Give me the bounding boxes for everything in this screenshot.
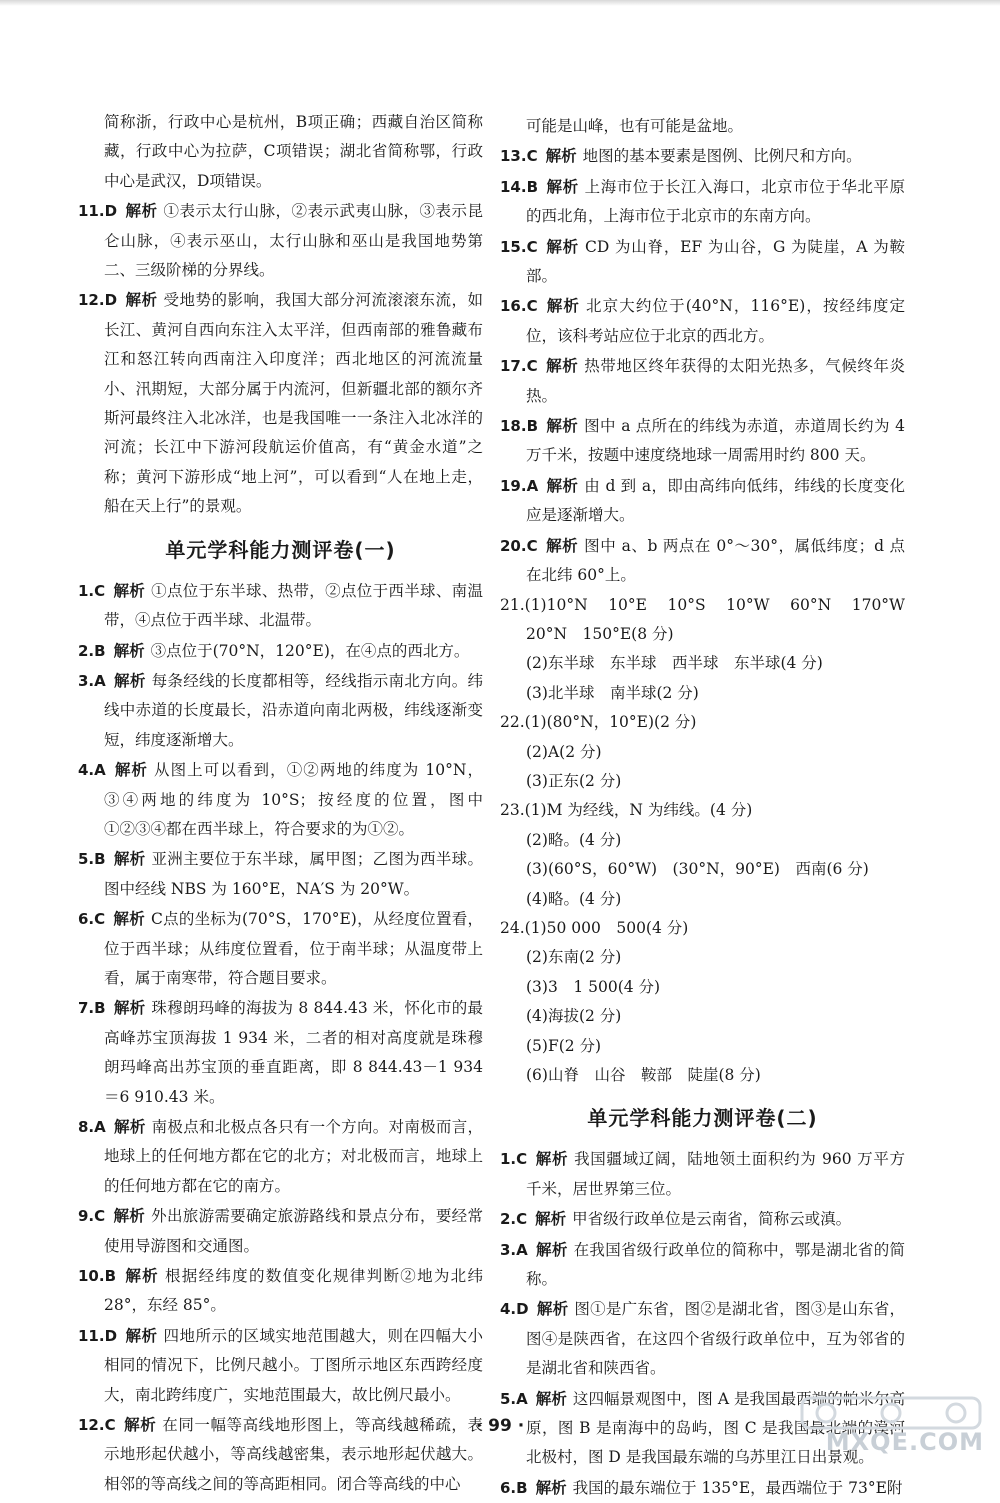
analysis-text: 这四幅景观图中，图 A 是我国最西端的帕米尔高原，图 B 是南海中的岛屿，图 C 是我国最北端的漠河北极村，图 D 是我国最东端的乌苏里江日出景观。 (526, 1389, 905, 1467)
answer-number: 17.C (500, 357, 538, 376)
answer-item (500, 232, 905, 292)
analysis-text: 图①是广东省，图②是湖北省，图③是山东省，图④是陕西省，在这四个省级行政单位中，互为邻省的是湖北省和陕西省。 (526, 1300, 905, 1378)
analysis-text: 上海市位于长江入海口，北京市位于华北平原的西北角，上海市位于北京市的东南方向。 (526, 177, 905, 226)
answer-number: 10.B (78, 1267, 117, 1286)
answer-number: 19.A (500, 476, 539, 495)
analysis-text: 由 d 到 a，即由高纬向低纬，纬线的长度变化应是逐渐增大。 (526, 476, 905, 525)
sub-answer: (3)北半球 南半球(2 分) (526, 683, 699, 702)
section-title: 单元学科能力测评卷(一) (165, 537, 396, 562)
sub-answer: (3)(60°S，60°W) (30°N，90°E) 西南(6 分) (526, 860, 869, 879)
analysis-text: 地图的基本要素是图例、比例尺和方向。 (582, 147, 862, 166)
answer-item (78, 636, 483, 666)
sub-answer: (2)东半球 东半球 西半球 东半球(4 分) (526, 654, 823, 673)
answer-item (78, 844, 483, 904)
analysis-label: 解析 (113, 580, 146, 600)
analysis-label: 解析 (535, 1388, 567, 1408)
answer-number: 1.C (500, 1150, 528, 1169)
answer-number: 1.C (78, 581, 106, 600)
analysis-text: 北京大约位于(40°N，116°E)，按经纬度定位，该科考站应位于北京的西北方。 (526, 297, 905, 345)
analysis-label: 解析 (113, 670, 146, 690)
answer-item (500, 351, 905, 411)
analysis-text: CD 为山脊，EF 为山谷，G 为陡崖，A 为鞍部。 (526, 237, 905, 286)
answer-item (78, 285, 483, 521)
answer-number: 8.A (78, 1118, 106, 1136)
answer-item: 24.(1)50 000 500(4 分) (500, 918, 689, 937)
analysis-text: 我国疆域辽阔，陆地领土面积约为 960 万平方千米，居世界第三位。 (526, 1150, 905, 1198)
sub-answer: (4)略。(4 分) (526, 889, 622, 908)
analysis-label: 解析 (125, 201, 158, 221)
analysis-text: 根据经纬度的数值变化规律判断②地为北纬 28°，东经 85°。 (104, 1267, 483, 1315)
sub-answer: (2)东南(2 分) (526, 948, 622, 967)
analysis-label: 解析 (535, 1149, 569, 1169)
analysis-label: 解析 (113, 849, 146, 869)
answer-item (500, 172, 905, 232)
answer-number: 12.C (78, 1416, 116, 1435)
answer-item (500, 291, 905, 351)
answer-number: 20.C (500, 536, 538, 555)
analysis-text: 图中 a 点所在的纬线为赤道，赤道周长约为 4 万千米，按题中速度绕地球一周需用时约 800 天。 (526, 417, 905, 465)
analysis-label: 解析 (546, 475, 579, 495)
analysis-label: 解析 (535, 1477, 567, 1497)
answer-item (500, 411, 905, 471)
analysis-label: 解析 (545, 356, 579, 376)
answer-number: 13.C (500, 147, 538, 166)
page-number: · 99 · (475, 1416, 525, 1436)
analysis-label: 解析 (123, 1415, 157, 1435)
analysis-label: 解析 (545, 236, 579, 256)
analysis-label: 解析 (545, 146, 577, 166)
answer-item (78, 576, 483, 636)
analysis-label: 解析 (125, 1325, 158, 1345)
analysis-text: ①表示太行山脉，②表示武夷山脉，③表示昆仑山脉，④表示巫山，太行山脉和巫山是我国地势第二、三级阶梯的分界线。 (104, 202, 483, 280)
analysis-label: 解析 (546, 416, 579, 436)
answer-number: 2.C (500, 1210, 528, 1229)
answer-number: 6.B (500, 1478, 528, 1497)
analysis-label: 解析 (113, 640, 145, 660)
answer-number: 7.B (78, 999, 106, 1018)
answer-number: 2.B (78, 641, 106, 660)
sub-answer: (3)3 1 500(4 分) (526, 977, 661, 996)
analysis-text: 每条经线的长度都相等，经线指示南北方向。纬线中赤道的长度最长，沿赤道向南北两极，纬线逐渐变短，纬度逐渐增大。 (104, 671, 483, 749)
answer-number: 18.B (500, 417, 539, 436)
analysis-text: 珠穆朗玛峰的海拔为 8 844.43 米，怀化市的最高峰苏宝顶海拔 1 934 米，二者的相对高度就是珠穆朗玛峰高出苏宝顶的垂直距离，即 8 844.43－1 934＝6 910.43 米。 (104, 999, 483, 1106)
analysis-text: 南极点和北极点各只有一个方向。对南极而言，地球上的任何地方都在它的北方；对北极而言，地球上的任何地方都在它的南方。 (104, 1118, 483, 1195)
analysis-text: 亚洲主要位于东半球，属甲图；乙图为西半球。图中经线 NBS 为 160°E，NA′S 为 20°W。 (104, 850, 483, 898)
answer-number: 3.A (78, 671, 106, 690)
answer-number: 15.C (500, 237, 538, 256)
sub-answer: (2)A(2 分) (526, 742, 602, 761)
answer-item (78, 993, 483, 1112)
answer-item (78, 1321, 483, 1410)
analysis-text: ③点位于(70°N，120°E)，在④点的西北方。 (150, 641, 470, 660)
answer-number: 4.A (78, 761, 106, 780)
answer-number: 4.D (500, 1300, 529, 1319)
answer-item (500, 1235, 905, 1295)
answer-number: 11.D (78, 202, 118, 221)
answer-item (500, 1144, 905, 1204)
analysis-label: 解析 (113, 1117, 146, 1136)
answer-number: 3.A (500, 1240, 528, 1259)
analysis-text: 甲省级行政单位是云南省，简称云或滇。 (572, 1210, 852, 1229)
answer-item (500, 471, 905, 531)
analysis-text: 受地势的影响，我国大部分河流滚滚东流，如长江、黄河自西向东注入太平洋，但西南部的雅鲁藏布江和怒江转向西南注入印度洋；西北地区的河流流量小、汛期短，大部分属于内流河，但新疆北部的额尔齐斯河最终注入北冰洋，也是我国唯一一条注入北冰洋的河流；长江中下游河段航运价值高，有“黄金水道”之称；黄河下游形成“地上河”，可以看到“人在地上走，船在天上行”的景观。 (104, 291, 483, 516)
sub-answer: (6)山脊 山谷 鞍部 陡崖(8 分) (526, 1066, 761, 1084)
answer-number: 12.D (78, 291, 118, 310)
analysis-text: 从图上可以看到，①②两地的纬度为 10°N，③④两地的纬度为 10°S；按经度的位置，图中①②③④都在西半球上，符合要求的为①②。 (104, 761, 483, 838)
answer-number: 14.B (500, 177, 539, 196)
analysis-label: 解析 (113, 1206, 146, 1226)
answer-item: 21.(1)10°N 10°E 10°S 10°W 60°N 170°W 20°N 150°E(8 分) (500, 595, 921, 643)
answer-item (78, 1112, 483, 1201)
sub-answer: (3)正东(2 分) (526, 771, 622, 790)
analysis-text: C点的坐标为(70°S，170°E)，从经度位置看，位于西半球；从纬度位置看，位于南半球；从温度带上看，属于南寒带，符合题目要求。 (104, 910, 483, 987)
analysis-label: 解析 (113, 909, 145, 929)
analysis-label: 解析 (535, 1239, 568, 1259)
continued-paragraph: 可能是山峰，也有可能是盆地。 (526, 117, 744, 135)
top-edge-shadow (0, 0, 1000, 6)
answer-item (78, 196, 483, 285)
answer-number: 16.C (500, 297, 538, 316)
answer-number: 6.C (78, 910, 106, 929)
answer-item (78, 904, 483, 993)
analysis-text: 在同一幅等高线地形图上，等高线越稀疏，表示地形起伏越小，等高线越密集，表示地形起伏越大。相邻的等高线之间的等高距相同。闭合等高线的中心 (104, 1416, 483, 1493)
analysis-text: ①点位于东半球、热带，②点位于西半球、南温带，④点位于西半球、北温带。 (104, 581, 483, 630)
sub-answer: (2)略。(4 分) (526, 830, 622, 849)
answer-number: 9.C (78, 1207, 106, 1226)
sub-answer: (5)F(2 分) (526, 1036, 602, 1055)
answer-number: 5.A (500, 1389, 528, 1408)
left-column (78, 108, 483, 1499)
answer-item (500, 531, 905, 591)
answer-item: 22.(1)(80°N，10°E)(2 分) (500, 713, 697, 732)
analysis-label: 解析 (125, 290, 158, 310)
analysis-text: 在我国省级行政单位的简称中，鄂是湖北省的简称。 (526, 1240, 905, 1289)
analysis-label: 解析 (124, 1266, 159, 1286)
right-column (500, 112, 921, 1503)
answer-item (78, 1201, 483, 1261)
analysis-text: 热带地区终年获得的太阳光热多，气候终年炎热。 (526, 357, 905, 405)
answer-item (500, 141, 905, 171)
answer-item (78, 666, 483, 755)
answer-item (78, 1261, 483, 1321)
answer-item (500, 1473, 905, 1503)
analysis-label: 解析 (535, 1209, 567, 1229)
sub-answer: (4)海拔(2 分) (526, 1007, 622, 1026)
answer-item (500, 1204, 905, 1234)
analysis-label: 解析 (113, 760, 149, 780)
analysis-label: 解析 (536, 1299, 569, 1319)
analysis-label: 解析 (113, 998, 146, 1018)
analysis-label: 解析 (545, 535, 579, 555)
analysis-text: 图中 a、b 两点在 0°～30°，属低纬度；d 点在北纬 60°上。 (526, 536, 905, 585)
analysis-text: 四地所示的区域实地范围越大，则在四幅大小相同的情况下，比例尺越小。丁图所示地区东西跨经度大，南北跨纬度广，实地范围最大，故比例尺最小。 (104, 1326, 483, 1404)
analysis-text: 我国的最东端位于 135°E，最西端位于 73°E附 (572, 1478, 903, 1497)
answer-item: 23.(1)M 为经线，N 为纬线。(4 分) (500, 801, 753, 820)
answer-item (500, 1294, 905, 1383)
answer-item (78, 755, 483, 844)
watermark-text: MXQE.COM (825, 1428, 984, 1456)
analysis-label: 解析 (545, 296, 580, 316)
answer-number: 11.D (78, 1326, 118, 1345)
analysis-text: 外出旅游需要确定旅游路线和景点分布，要经常使用导游图和交通图。 (104, 1207, 483, 1255)
analysis-label: 解析 (546, 176, 579, 196)
continued-paragraph: 简称浙，行政中心是杭州，B项正确；西藏自治区简称藏，行政中心为拉萨，C项错误；湖北省简称鄂，行政中心是武汉，D项错误。 (104, 113, 483, 190)
section-title: 单元学科能力测评卷(二) (587, 1106, 818, 1131)
answer-number: 5.B (78, 850, 106, 869)
